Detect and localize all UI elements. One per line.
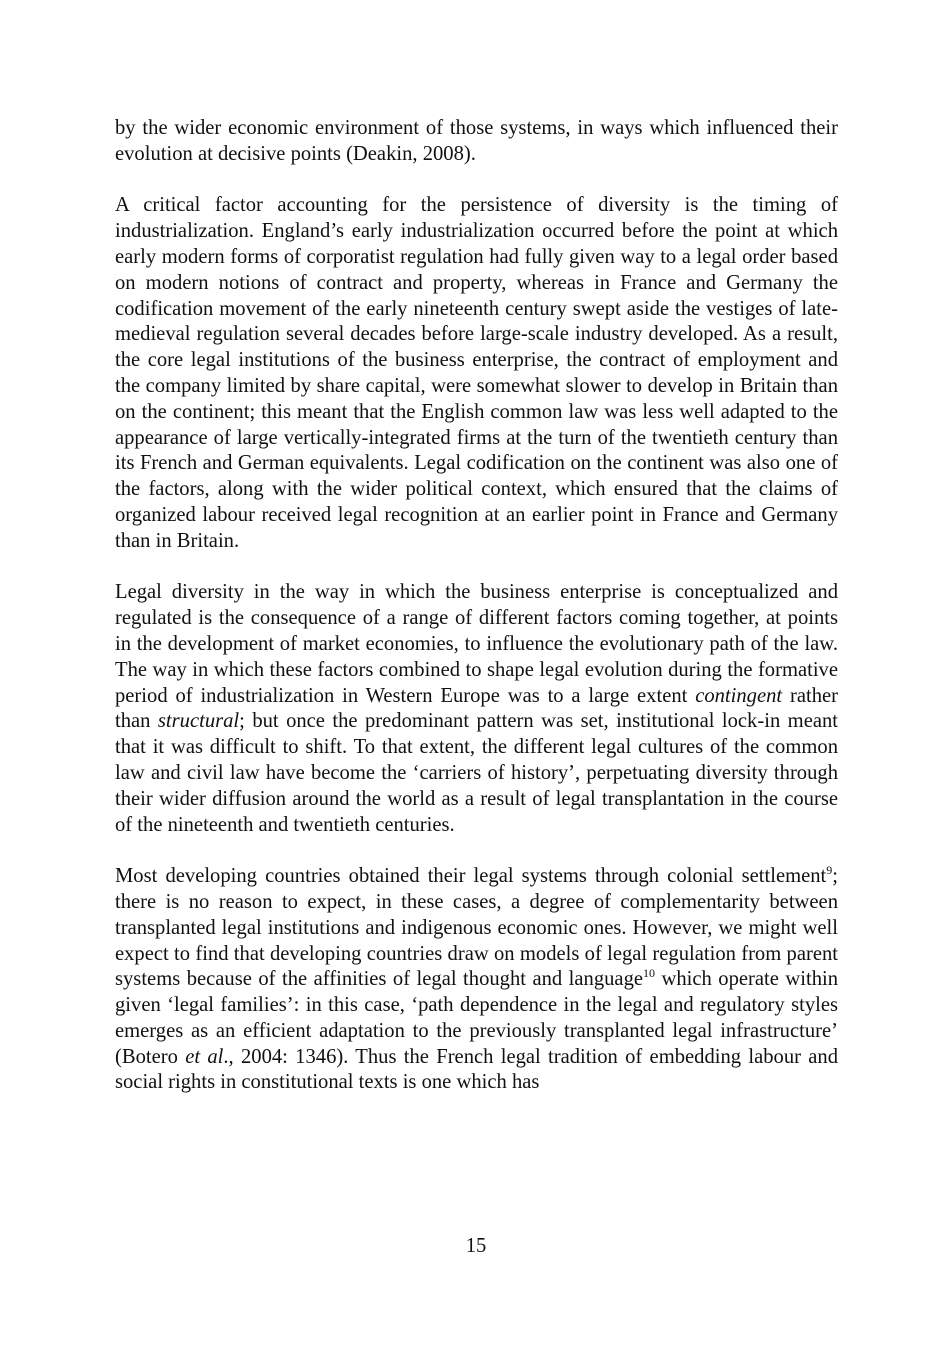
paragraph-2: A critical factor accounting for the persistence of diversity is the timing of industrialization. England’s early industrialization occurred before the point at which early modern forms of corporatist regulation had fully given way to a legal order based on modern notions of contract and property, whereas in France and Germany the codification movement of the early nineteenth century swept aside the vestiges of late-medieval regulation several decades before large-scale industry developed. As a result, the core legal institutions of the business enterprise, the contract of employment and the company limited by share capital, were somewhat slower to develop in Britain than on the continent; this meant that the English common law was less well adapted to the appearance of large vertically-integrated firms at the turn of the twentieth century than its French and German equivalents. Legal codification on the continent was also one of the factors, along with the wider political context, which ensured that the claims of organized labour received legal recognition at an earlier point in France and Germany than in Britain. bbox=[115, 194, 838, 552]
paragraph-3-text-c: rather than bbox=[115, 684, 838, 733]
footnote-ref-9: 9 bbox=[826, 863, 833, 878]
footnote-ref-10: 10 bbox=[643, 966, 656, 981]
paragraph-4-text-b: ; there is no reason to expect, in these cases, a degree of complementarity between transplanted legal institutions and indigenous economic ones. However, we might well expect to find that developing countries draw on models of legal regulation from parent systems because of the affinities of legal thought and language bbox=[115, 865, 838, 991]
emphasis-contingent: contingent bbox=[695, 684, 783, 707]
page-number: 15 bbox=[465, 1235, 487, 1257]
paragraph-4 bbox=[115, 864, 838, 1096]
document-body bbox=[115, 116, 838, 1096]
emphasis-structural: structural bbox=[157, 710, 240, 733]
paragraph-3 bbox=[115, 580, 838, 838]
paragraph-4-text-e: ., 2004: 1346). Thus the French legal tradition of embedding labour and social rights in constitutional texts is one which has bbox=[115, 1045, 838, 1094]
paragraph-3-text-a: Legal diversity in the way in which the business enterprise is conceptualized and regulated is the consequence of a range of different factors coming together, at points in the development of market economies, to influence the evolutionary path of the law. The way in which these factors combined to shape legal evolution during the formative period of industrialization in Western Europe was to a large extent bbox=[115, 581, 838, 707]
paragraph-4-text-a: Most developing countries obtained their legal systems through colonial settlement bbox=[115, 865, 827, 888]
emphasis-et-al: et al bbox=[185, 1045, 224, 1068]
paragraph-3-text-e: ; but once the predominant pattern was set, institutional lock-in meant that it was difficult to shift. To that extent, the different legal cultures of the common law and civil law have become the ‘carriers of history’, perpetuating diversity through their wider diffusion around the world as a result of legal transplantation in the course of the nineteenth and twentieth centuries. bbox=[115, 710, 838, 836]
paragraph-1: by the wider economic environment of those systems, in ways which influenced their evolution at decisive points (Deakin, 2008). bbox=[115, 117, 838, 165]
paragraph-4-text-c: which operate within given ‘legal families’: in this case, ‘path dependence in the legal and regulatory styles emerges as an efficient adaptation to the previously transplanted legal infrastructure’ (Botero bbox=[115, 968, 839, 1068]
